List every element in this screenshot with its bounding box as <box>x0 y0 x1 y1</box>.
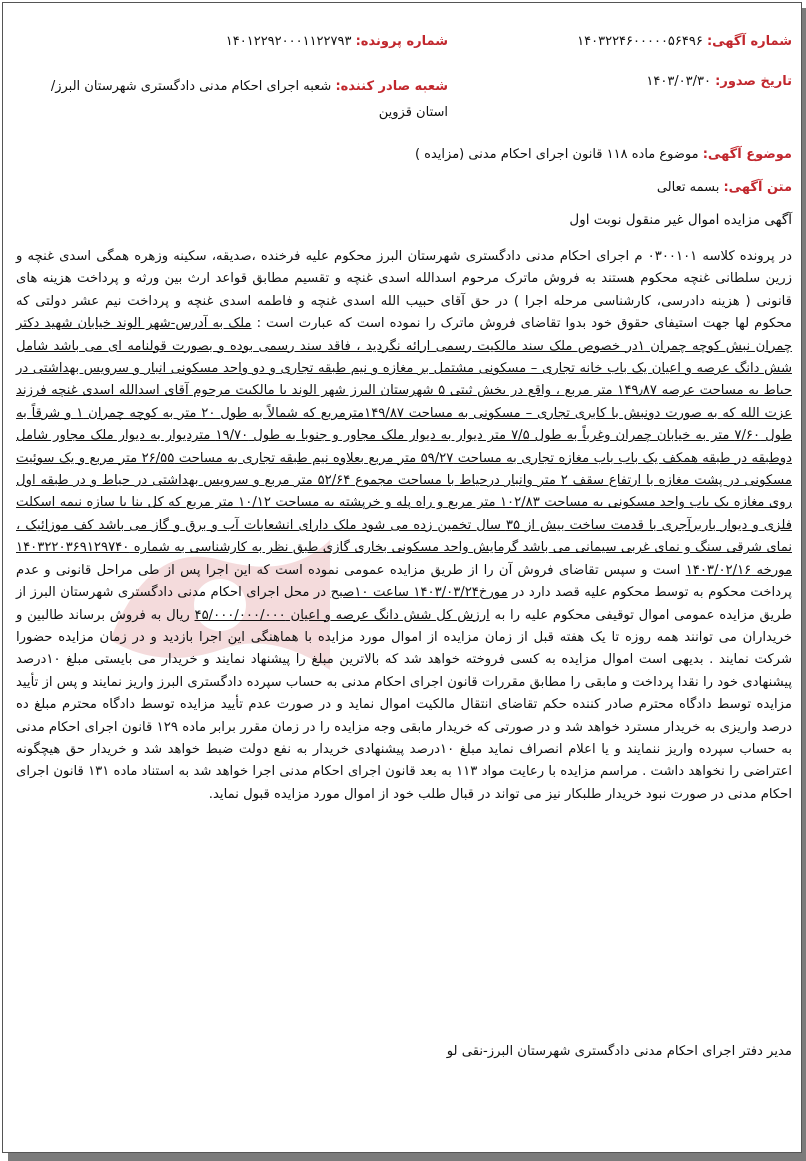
notice-title: آگهی مزایده اموال غیر منقول نوبت اول <box>569 212 792 228</box>
notice-body <box>16 246 792 806</box>
body-procedure: است و سپس تقاضای فروش آن را از طریق مزایده عمومی نموده است که این اجرا پس از طی مراحل قانونی و عدم پرداخت محکوم به توسط محکوم علیه قصد دارد در <box>16 562 792 601</box>
property-valuation: ارزش کل شش دانگ عرصه و اعیان ۴۵/۰۰۰/۰۰۰/۰۰۰ <box>194 607 490 623</box>
issue-date-label: تاریخ صدور: <box>715 74 792 89</box>
ad-number <box>577 34 792 49</box>
issue-date <box>646 74 792 89</box>
case-number <box>226 34 448 49</box>
issue-date-value: ۱۴۰۳/۰۳/۳۰ <box>646 74 711 89</box>
auction-date: مورخ۱۴۰۳/۰۳/۲۴ ساعت ۱۰صبح <box>330 585 508 601</box>
notice-subject-value: موضوع ماده ۱۱۸ قانون اجرای احکام مدنی (مزایده ) <box>414 147 699 162</box>
body-terms: ریال به فروش برساند طالبین و خریداران می توانند همه روزه تا یک هفته قبل از زمان مزایده از اموال مورد مزایده با هماهنگی این اجرا بازدید و در زمان مزایده حضورا شرکت نمایند . بدیهی است اموال مزایده به کسی فروخته خواهد شد که بالاترین مبلغ را پیشنهاد نمایند و خریدار می بایستی مبلغ ۱۰درصد پیشنهادی خود را نقدا پرداخت و مابقی را مطابق مقررات قانون اجرای احکام مدنی به حساب سپرده دادگستری البرز واریز نمایند و پس از تأیید مزایده توسط دادگاه محترم صادر کننده حکم تقاضای انتقال مالکیت اموال نماید و در صورت عدم تأیید مزایده توسط دادگاه محترم مبلغ ده درصد واریزی به خریدار مسترد خواهد شد و در صورتی که خریدار مابقی وجه مزایده را در زمان مقرر برابر ماده ۱۲۹ قانون اجرای احکام مدنی به حساب سپرده واریز ننمایند و یا اعلام انصراف نماید مبلغ ۱۰درصد پیشنهادی خریدار به نفع دولت ضبط خواهد شد و خریدار حق هیچگونه اعتراضی را نخواهد داشت . مراسم مزایده با رعایت مواد ۱۱۳ به بعد قانون اجرای احکام مدنی اجرا خواهد شد به استناد ماده ۱۳۱ قانون اجرای احکام مدنی در صورت نبود خریدار طلبکار نیز می تواند در قبال طلب خود از اموال مورد مزایده قبول نماید. <box>16 607 793 802</box>
notice-subject-label: موضوع آگهی: <box>702 147 792 162</box>
notice-subject <box>415 147 792 162</box>
frame-shadow-right <box>802 8 806 1161</box>
notice-invocation: بسمه تعالی <box>656 180 720 195</box>
property-description: ملک به آدرس-شهر الوند خیابان شهید دکتر چمران نبش کوچه چمران ۱در خصوص ملک سند مالکیت رسمی ارائه نگردید ، فاقد سند رسمی بوده و بصورت قولنامه ای می باشد شامل شش دانگ عرصه و اعیان یک باب خانه تجاری – مسکونی مشتمل بر مغازه و نیم طبقه تجاری و دو واحد مسکونی انبار و سرویس بهداشتی در حیاط به مساحت عرصه ۱۴۹٫۸۷ متر مربع ، واقع در بخش ثبتی ۵ شهرستان البرز شهر الوند با مالکیت مرحوم آقای اسدالله اسدی غنچه فرزند عزت الله که به صورت دونبش با کابری تجاری – مسکونی به مساحت ۱۴۹/۸۷مترمربع که شمالاً به طول ۲۰ متر به کوچه چمران ۱ و شرقاً به طول ۷/۶۰ متر به خیابان چمران وغرباً به طول ۷/۵ متر دیوار به دیوار ملک مجاور و جنوبا به طول ۱۹/۷۰ مترديوار به دیوار ملک مجاور شامل دوطبقه در طبقه همکف یک باب باب مغازه تجاری به مساحت ۵۹/۲۷ متر مربع بعلاوه نیم طبقه تجاری به مساحت ۲۶/۵۵ متر مربع و یک سوئیت مسکونی در پشت مغازه با ارتفاع سقف ۲ متر وانبار درحیاط با مساحت مجموع ۵۲/۶۴ متر مربع و سرویس بهداشتی در حیاط و در طبقه اول روی مغازه یک باب واحد مسکونی به مساحت ۱۰۲/۸۳ متر مربع و راه پله و خرپشته به مساحت ۱۰/۱۲ متر مربع که کل بنا با سازه نیمه اسکلت فلزی و دیوار باربرآجری با قدمت ساخت بیش از ۳۵ سال تخمین زده می شود ملک دارای انشعابات آب و برق و گاز می باشد کف موزائیک ، نمای شرقی سنگ و نمای غربی سیمانی می باشد گرمایش واحد مسکونی بخاری گازی طبق نظر به کارشناسی به شماره ۱۴۰۳۲۲۰۳۶۹۱۲۹۷۴۰ مورخه ۱۴۰۳/۰۲/۱۶ <box>16 316 793 578</box>
signature-line: مدیر دفتر اجرای احکام مدنی دادگستری شهرستان البرز-نقی لو <box>446 1044 792 1059</box>
ad-number-value: ۱۴۰۳۲۲۴۶۰۰۰۰۰۵۶۴۹۶ <box>577 34 703 49</box>
notice-text-heading <box>657 180 792 195</box>
frame-shadow-bottom <box>8 1153 806 1161</box>
body-location: در محل اجرای احکام مدنی دادگستری شهرستان البرز از طریق مزایده عمومی اموال توقیفی محکوم علیه را به <box>16 585 792 623</box>
body-intro: در پرونده کلاسه ۰۳۰۰۱۰۱ م اجرای احکام مدنی دادگستری شهرستان البرز محکوم علیه فرخنده ،صدیقه، سکینه وزهره همگی اسدی غنچه و زرین سلطانی غنچه محکوم هستند به فروش ماترک مرحوم اسدالله اسدی غنچه و تقسیم مطابق قواعد ارث بین ورثه و پرداخت هزینه های قانونی ( هزینه دادرسی، کارشناسی مرحله اجرا ) در حق آقای حبیب الله اسدی غنچه و فاطمه اسدی غنچه و پرداخت نیم عشر دولتی که محکوم لها جهت استیفای حقوق خود بدوا تقاضای فروش ماترک را نموده است که عبارت است : <box>16 249 793 332</box>
case-number-value: ۱۴۰۱۲۲۹۲۰۰۰۱۱۲۲۷۹۳ <box>225 34 352 49</box>
ad-number-label: شماره آگهی: <box>706 34 792 49</box>
issuing-branch-value: شعبه اجرای احکام مدنی دادگستری شهرستان البرز/استان قزوین <box>50 79 448 120</box>
case-number-label: شماره پرونده: <box>355 34 448 49</box>
notice-text-label: متن آگهی: <box>723 180 792 195</box>
issuing-branch <box>28 74 448 126</box>
issuing-branch-label: شعبه صادر کننده: <box>335 79 448 94</box>
